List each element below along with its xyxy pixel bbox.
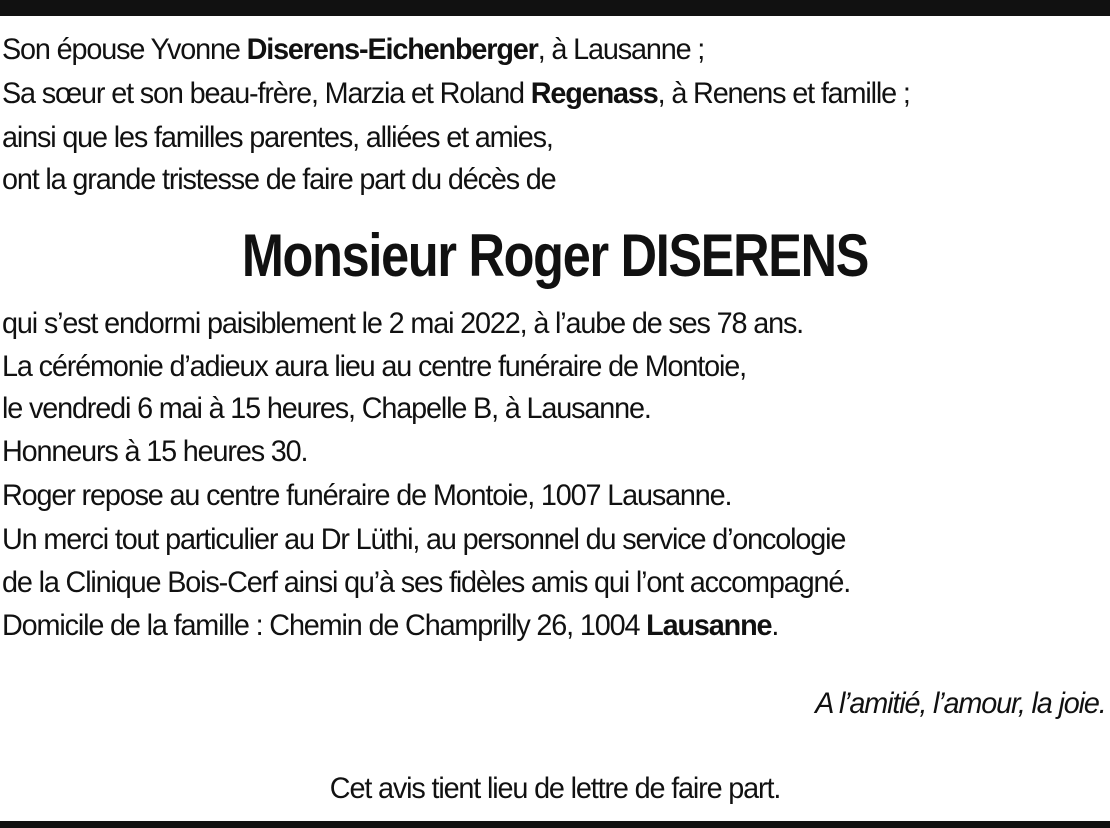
top-border-rule — [0, 0, 1110, 16]
bottom-border-rule — [0, 821, 1110, 828]
intro-line-spouse — [2, 30, 704, 70]
intro-line-spouse-text: Son épouse Yvonne — [2, 33, 247, 66]
intro-line-families: ainsi que les familles parentes, alliées et amies, — [2, 121, 553, 154]
body-line-rest-place: Roger repose au centre funéraire de Montoie, 1007 Lausanne. — [2, 479, 732, 512]
body-line-passing: qui s’est endormi paisiblement le 2 mai 2022, à l’aube de ses 78 ans. — [2, 307, 804, 340]
body-line-date: le vendredi 6 mai à 15 heures, Chapelle B, à Lausanne. — [2, 392, 651, 425]
footer-notice: Cet avis tient lieu de lettre de faire part. — [329, 772, 781, 805]
body-line-ceremony: La cérémonie d’adieux aura lieu au centre funéraire de Montoie, — [2, 350, 746, 383]
intro-line-siblings-place: , à Renens et famille ; — [657, 77, 910, 110]
family-address-text: Domicile de la famille : Chemin de Champrilly 26, 1004 — [2, 609, 647, 642]
deceased-name-heading: Monsieur Roger DISERENS — [241, 222, 869, 289]
body-line-honors: Honneurs à 15 heures 30. — [2, 435, 308, 468]
intro-line-spouse-place: , à Lausanne ; — [537, 33, 705, 66]
motto: A l’amitié, l’amour, la joie. — [815, 687, 1106, 720]
intro-line-siblings-text: Sa sœur et son beau-frère, Marzia et Roland — [2, 77, 531, 110]
spouse-surname: Diserens-Eichenberger — [246, 33, 538, 66]
body-line-thanks-cont: de la Clinique Bois-Cerf ainsi qu’à ses fidèles amis qui l’ont accompagné. — [2, 566, 851, 599]
intro-line-siblings — [2, 74, 910, 114]
family-address-end: . — [771, 609, 779, 642]
intro-line-announcement: ont la grande tristesse de faire part du décès de — [2, 163, 556, 196]
siblings-surname: Regenass — [530, 77, 658, 110]
body-line-family-address — [2, 606, 778, 646]
body-line-thanks: Un merci tout particulier au Dr Lüthi, au personnel du service d’oncologie — [2, 523, 846, 556]
family-address-city: Lausanne — [646, 609, 772, 642]
